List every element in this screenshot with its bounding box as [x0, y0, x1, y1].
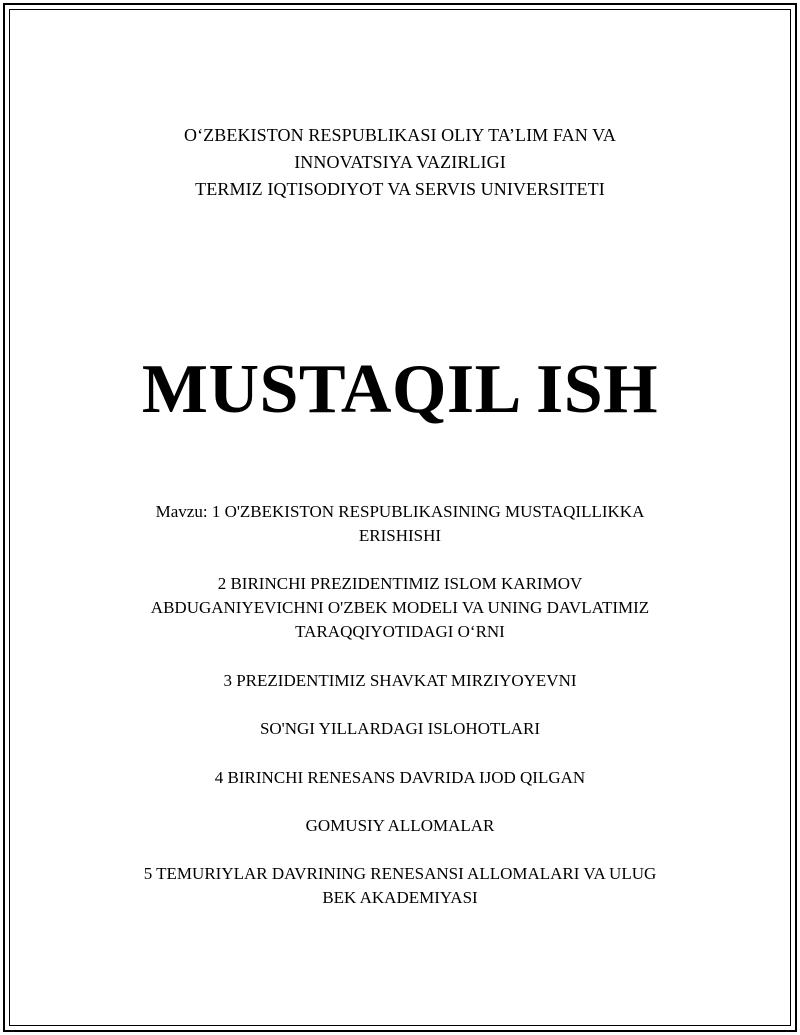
topic-5-line-1: 5 TEMURIYLAR DAVRINING RENESANSI ALLOMALARI VA ULUG [143, 864, 657, 883]
topic-5-line-2: BEK AKADEMIYASI [322, 888, 478, 907]
topic-1-line-2: ERISHISHI [358, 526, 442, 545]
topic-3 [100, 669, 700, 693]
document-title: MUSTAQIL ISH [141, 351, 659, 428]
ministry-line-1: O‘ZBEKISTON RESPUBLIKASI OLIY TA’LIM FAN VA [183, 125, 617, 145]
topic-1 [100, 500, 700, 548]
topic-4-continuation [100, 814, 700, 838]
topic-2-line-1: 2 BIRINCHI PREZIDENTIMIZ ISLOM KARIMOV [217, 574, 583, 593]
institution-header [0, 122, 800, 203]
topic-3-line-2: SO'NGI YILLARDAGI ISLOHOTLARI [259, 719, 541, 738]
topic-3-line-1: 3 PREZIDENTIMIZ SHAVKAT MIRZIYOYEVNI [223, 671, 577, 690]
topic-1-line-1: Mavzu: 1 O'ZBEKISTON RESPUBLIKASINING MUSTAQILLIKKA [155, 502, 645, 521]
university-name: TERMIZ IQTISODIYOT VA SERVIS UNIVERSITETI [195, 179, 605, 199]
topic-2-line-3: TARAQQIYOTIDAGI O‘RNI [295, 622, 505, 641]
topic-5 [100, 862, 700, 910]
topic-2-line-2: ABDUGANIYEVICHNI O'ZBEK MODELI VA UNING DAVLATIMIZ [150, 598, 650, 617]
topic-3-continuation [100, 717, 700, 741]
topic-2 [100, 572, 700, 644]
topic-4-line-2: GOMUSIY ALLOMALAR [305, 816, 495, 835]
topic-4 [100, 766, 700, 790]
ministry-line-2: INNOVATSIYA VAZIRLIGI [294, 152, 506, 172]
topic-4-line-1: 4 BIRINCHI RENESANS DAVRIDA IJOD QILGAN [214, 768, 586, 787]
